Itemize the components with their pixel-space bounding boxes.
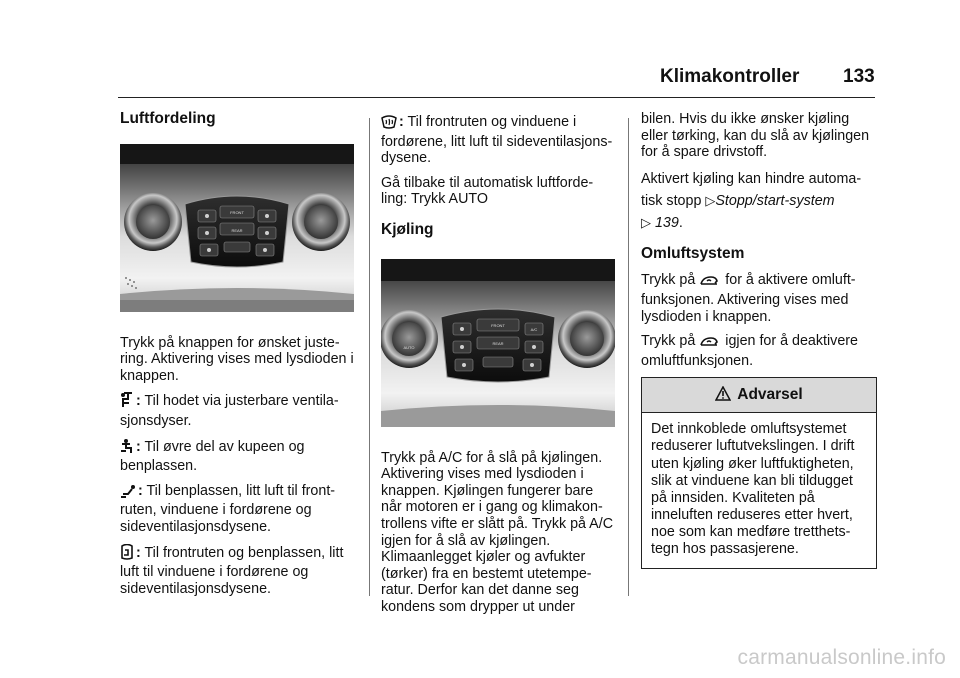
- section-heading-kjoling: Kjøling: [381, 220, 434, 238]
- climate-panel-photo: [381, 259, 615, 427]
- panel-ac-label: A/C: [530, 326, 538, 332]
- column-3: [641, 111, 877, 569]
- recirculation-icon: [699, 336, 719, 353]
- page-header-title: Klimakontroller: [660, 66, 800, 87]
- recirc-off-text: Trykk på igjen for å deaktivere omluftfunksjonen.: [641, 333, 858, 369]
- list-item: : Til frontruten og benplassen, litt luft til vinduene i fordørene og sideventilasjonsdysene.: [120, 544, 344, 597]
- column-1: [120, 111, 356, 605]
- recirculation-icon: [699, 275, 719, 292]
- section-heading-luftfordeling: Luftfordeling: [120, 110, 216, 127]
- list-item: : Til øvre del av kupeen og benplassen.: [120, 438, 305, 475]
- section-heading-omluftsystem: Omluftsystem: [641, 244, 745, 262]
- list-item: : Til hodet via justerbare ventila-sjonsdyser.: [120, 393, 339, 429]
- vent-head-feet-icon: [120, 438, 134, 459]
- warning-title: Advarsel: [737, 386, 803, 404]
- defrost-windshield-icon: [381, 115, 397, 134]
- recirc-on-text: Trykk på for å aktivere omluft-funksjonen. Aktivering vises med lysdioden i knappen.: [641, 272, 856, 325]
- vent-windshield-feet-icon: [120, 544, 134, 565]
- page-reference-link[interactable]: 139: [654, 214, 679, 231]
- warning-icon: [715, 386, 731, 406]
- header-rule: [118, 97, 875, 98]
- column-divider: [628, 118, 629, 596]
- page-reference-arrow-icon: ▷: [641, 214, 651, 230]
- kjoling-continued: bilen. Hvis du ikke ønsker kjøling eller tørking, kan du slå av kjølingen for å spare drivstoff.: [641, 111, 870, 161]
- stop-start-link[interactable]: Stopp/start-system: [715, 192, 835, 209]
- cross-reference-arrow-icon: ▷: [705, 192, 716, 208]
- warning-text: Det innkoblede omluftsystemet reduserer luftutvekslingen. I drift uten kjøling øker luftfuktigheten, slik at vinduene kan bli tildugget på innsiden. Kvaliteten på inneluften reduseres etter hvert, noe som kan medføre tretthets-tegn hos passasjerene.: [651, 421, 855, 557]
- vent-head-icon: [120, 392, 134, 413]
- page-number: 133: [843, 66, 875, 87]
- panel-front-label: FRONT: [491, 322, 505, 328]
- panel-rear-label: REAR: [231, 227, 243, 233]
- panel-auto-label: AUTO: [403, 344, 415, 350]
- climate-panel-photo: [120, 144, 354, 312]
- watermark: carmanualsonline.info: [737, 646, 946, 669]
- panel-rear-label: REAR: [492, 340, 504, 346]
- kjoling-body: Trykk på A/C for å slå på kjølingen. Aktivering vises med lysdioden i knappen. Kjølingen fungerer bare når motoren er i gang og klimakon-trollens vifte er slått på. Trykk på A/C igjen for å slå av kjølingen. Klimaanlegget kjøler og avfukter (tørker) fra en bestemt utetempe-ratur. Derfor kan det danne seg kondens som drypper ut under: [381, 449, 614, 615]
- vent-feet-icon: [120, 484, 136, 503]
- auto-instruction: Gå tilbake til automatisk luftforde-ling: Trykk AUTO: [381, 174, 594, 208]
- list-item: : Til benplassen, litt luft til front-ruten, vinduene i fordørene og sideventilasjonsdysene.: [120, 482, 336, 535]
- autostop-note: Aktivert kjøling kan hindre automa-tisk stopp ▷Stopp/start-system ▷ 139.: [641, 170, 862, 231]
- warning-box: [641, 377, 877, 569]
- panel-front-label: FRONT: [230, 209, 244, 215]
- intro-text: Trykk på knappen for ønsket juste-ring. Aktivering vises med lysdioden i knappen.: [120, 334, 354, 384]
- column-2: [381, 114, 617, 624]
- warning-header: [642, 378, 876, 413]
- column-divider: [369, 118, 370, 596]
- list-item: : Til frontruten og vinduene i fordørene, litt luft til sideventilasjons-dysene.: [381, 114, 613, 167]
